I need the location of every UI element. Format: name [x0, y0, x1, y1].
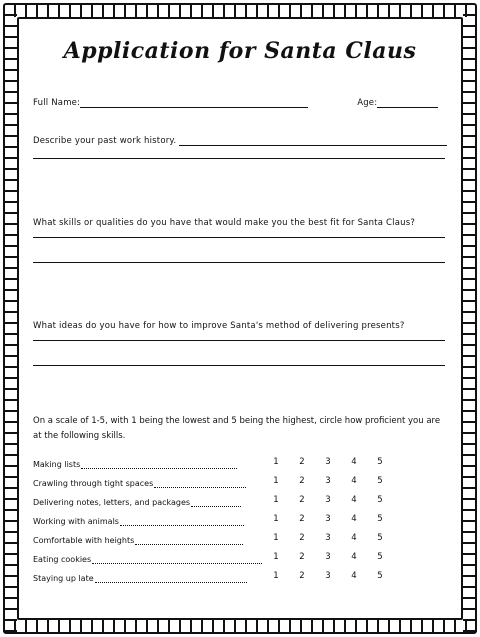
rating-option[interactable]: 5 [377, 476, 383, 486]
rating-option[interactable]: 3 [325, 552, 331, 562]
skill-row [33, 457, 447, 469]
border-rungs-left [3, 5, 17, 632]
leader-dots [81, 460, 237, 469]
rating-option[interactable]: 1 [273, 476, 279, 486]
rating-option[interactable]: 4 [351, 476, 357, 486]
skill-row [33, 552, 447, 564]
skill-row [33, 495, 447, 507]
rating-option[interactable]: 5 [377, 495, 383, 505]
rating-option[interactable]: 1 [273, 457, 279, 467]
skill-row [33, 571, 447, 583]
rating-option[interactable]: 2 [299, 495, 305, 505]
rating-option[interactable]: 2 [299, 476, 305, 486]
rating-option[interactable]: 2 [299, 514, 305, 524]
leader-dots [120, 517, 244, 526]
skill-label: Comfortable with heights [33, 536, 135, 545]
leader-dots [191, 498, 241, 507]
age-label: Age: [357, 98, 378, 108]
rating-option[interactable]: 2 [299, 552, 305, 562]
rating-option[interactable]: 3 [325, 514, 331, 524]
rating-scale [271, 514, 391, 526]
rating-option[interactable]: 1 [273, 552, 279, 562]
page-title: Application for Santa Claus [63, 38, 417, 64]
question-skills [33, 210, 447, 229]
age-field[interactable] [377, 98, 438, 108]
rating-option[interactable]: 4 [351, 514, 357, 524]
answer-line[interactable] [33, 365, 445, 366]
border-rungs-right [463, 5, 477, 632]
rating-option[interactable]: 3 [325, 571, 331, 581]
rating-option[interactable]: 1 [273, 533, 279, 543]
answer-field[interactable] [179, 136, 447, 146]
rating-option[interactable]: 2 [299, 533, 305, 543]
name-age-row [33, 96, 447, 108]
rating-option[interactable]: 3 [325, 476, 331, 486]
skills-instructions: On a scale of 1-5, with 1 being the lowest and 5 being the highest, circle how proficient you are at the following skills. [33, 416, 441, 441]
answer-line[interactable] [33, 237, 445, 238]
skill-label: Making lists [33, 460, 81, 469]
rating-option[interactable]: 5 [377, 514, 383, 524]
rating-option[interactable]: 3 [325, 495, 331, 505]
rating-option[interactable]: 4 [351, 552, 357, 562]
rating-option[interactable]: 1 [273, 514, 279, 524]
leader-dots [95, 574, 247, 583]
rating-scale [271, 571, 391, 583]
rating-option[interactable]: 1 [273, 571, 279, 581]
skill-row [33, 476, 447, 488]
rating-option[interactable]: 5 [377, 457, 383, 467]
question-label: What ideas do you have for how to improve Santa's method of delivering presents? [33, 321, 405, 331]
rating-scale [271, 552, 391, 564]
question-work-history [33, 134, 447, 146]
answer-line[interactable] [33, 262, 445, 263]
rating-option[interactable]: 1 [273, 495, 279, 505]
rating-option[interactable]: 4 [351, 495, 357, 505]
rating-option[interactable]: 5 [377, 571, 383, 581]
skill-label: Working with animals [33, 517, 119, 526]
rating-option[interactable]: 5 [377, 552, 383, 562]
rating-scale [271, 533, 391, 545]
skill-row [33, 514, 447, 526]
rating-option[interactable]: 3 [325, 533, 331, 543]
rating-option[interactable]: 2 [299, 571, 305, 581]
rating-option[interactable]: 2 [299, 457, 305, 467]
rating-option[interactable]: 4 [351, 571, 357, 581]
rating-option[interactable]: 4 [351, 533, 357, 543]
application-form [33, 34, 447, 583]
rating-option[interactable]: 5 [377, 533, 383, 543]
full-name-field[interactable] [80, 98, 308, 108]
leader-dots [92, 555, 262, 564]
skill-label: Crawling through tight spaces [33, 479, 154, 488]
rating-option[interactable]: 4 [351, 457, 357, 467]
skill-row [33, 533, 447, 545]
border-rungs-top [5, 3, 475, 17]
question-ideas [33, 313, 447, 332]
skill-label: Delivering notes, letters, and packages [33, 498, 191, 507]
rating-scale [271, 457, 391, 469]
full-name-label: Full Name: [33, 98, 81, 108]
question-label: Describe your past work history. [33, 136, 177, 146]
skill-label: Eating cookies [33, 555, 92, 564]
leader-dots [135, 536, 243, 545]
leader-dots [154, 479, 246, 488]
question-label: What skills or qualities do you have that would make you the best fit for Santa Claus? [33, 218, 416, 228]
answer-line[interactable] [33, 158, 445, 159]
border-rungs-bottom [5, 620, 475, 634]
skill-label: Staying up late [33, 574, 94, 583]
rating-option[interactable]: 3 [325, 457, 331, 467]
answer-line[interactable] [33, 340, 445, 341]
rating-scale [271, 495, 391, 507]
rating-scale [271, 476, 391, 488]
